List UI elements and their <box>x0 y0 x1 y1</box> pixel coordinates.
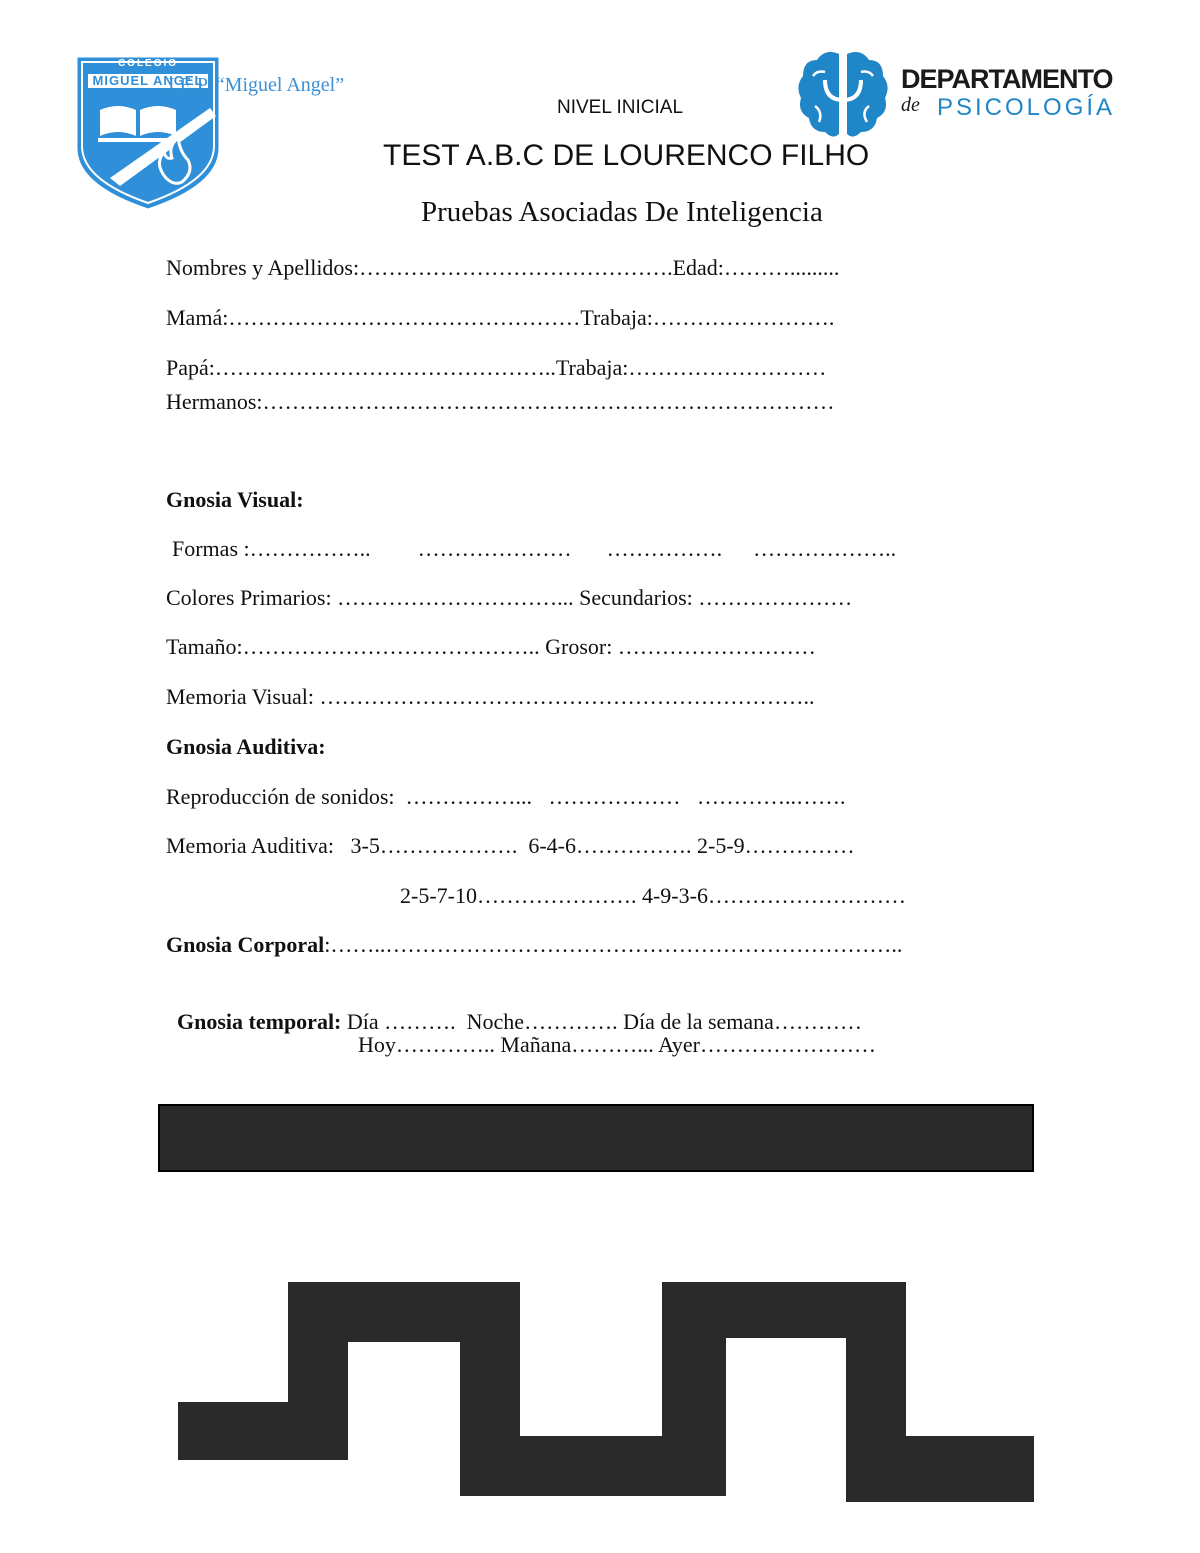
formas-label: Formas :…………….. <box>172 536 371 561</box>
gnosia-corporal-blank[interactable]: :……..…………………………………………………………….. <box>324 932 903 957</box>
field-hermanos[interactable]: Hermanos:…………………………………………………………………… <box>166 389 835 414</box>
school-name-overlay: I.E.P. “Miguel Angel” <box>168 74 345 96</box>
field-papa[interactable]: Papá:………………………………………..Trabaja:……………………… <box>166 355 827 380</box>
section-heading-gnosia-auditiva: Gnosia Auditiva: <box>166 734 326 759</box>
formas-blank-4[interactable]: ……………….. <box>753 536 897 561</box>
field-memoria-visual[interactable]: Memoria Visual: ………………………………………………………….. <box>166 684 815 709</box>
field-memoria-auditiva-1[interactable]: Memoria Auditiva: 3-5………………. 6-4-6……………. 2-5-9…………… <box>166 833 855 858</box>
dept-logo-line2: PSICOLOGÍA <box>937 94 1116 121</box>
field-formas[interactable] <box>172 536 896 562</box>
school-logo-line2: MIGUEL ANGEL <box>92 73 204 88</box>
field-nombres[interactable]: Nombres y Apellidos:…………………………………….Edad:………......... <box>166 255 840 280</box>
page-subtitle: Pruebas Asociadas De Inteligencia <box>421 196 823 228</box>
formas-blank-3[interactable]: ……………. <box>606 536 723 561</box>
dept-logo-line1: DEPARTAMENTO <box>901 64 1113 94</box>
field-mama[interactable]: Mamá:…………………………………………Trabaja:……………………. <box>166 305 835 330</box>
brain-icon <box>795 46 891 144</box>
square-wave-shape <box>170 1270 1040 1510</box>
field-gnosia-temporal-2[interactable]: Hoy………….. Mañana………... Ayer…………………… <box>358 1032 876 1057</box>
field-gnosia-corporal[interactable] <box>166 932 902 958</box>
field-colores[interactable]: Colores Primarios: …………………………... Secundarios: ………………… <box>166 585 853 610</box>
field-tamano[interactable]: Tamaño:………………………………….. Grosor: ……………………… <box>166 634 816 659</box>
horizontal-bar <box>158 1104 1034 1172</box>
dept-logo-prefix: de <box>901 94 920 116</box>
dept-logo <box>795 46 1116 144</box>
section-heading-gnosia-temporal: Gnosia temporal: <box>177 1009 342 1034</box>
field-memoria-auditiva-2[interactable]: 2-5-7-10…………………. 4-9-3-6……………………… <box>400 883 906 908</box>
field-gnosia-temporal-1[interactable] <box>166 983 862 1035</box>
level-label: NIVEL INICIAL <box>557 97 684 118</box>
formas-blank-2[interactable]: ………………… <box>417 536 572 561</box>
school-logo-line1: COLEGIO <box>117 58 179 69</box>
school-logo <box>70 48 226 214</box>
page-title: TEST A.B.C DE LOURENCO FILHO <box>383 139 870 172</box>
field-reproduccion[interactable]: Reproducción de sonidos: ……………... ……………… …………..……. <box>166 784 846 809</box>
section-heading-gnosia-corporal: Gnosia Corporal <box>166 932 325 957</box>
section-heading-gnosia-visual: Gnosia Visual: <box>166 487 304 512</box>
gnosia-temporal-line1[interactable]: Día ………. Noche…………. Día de la semana………… <box>341 1009 862 1034</box>
